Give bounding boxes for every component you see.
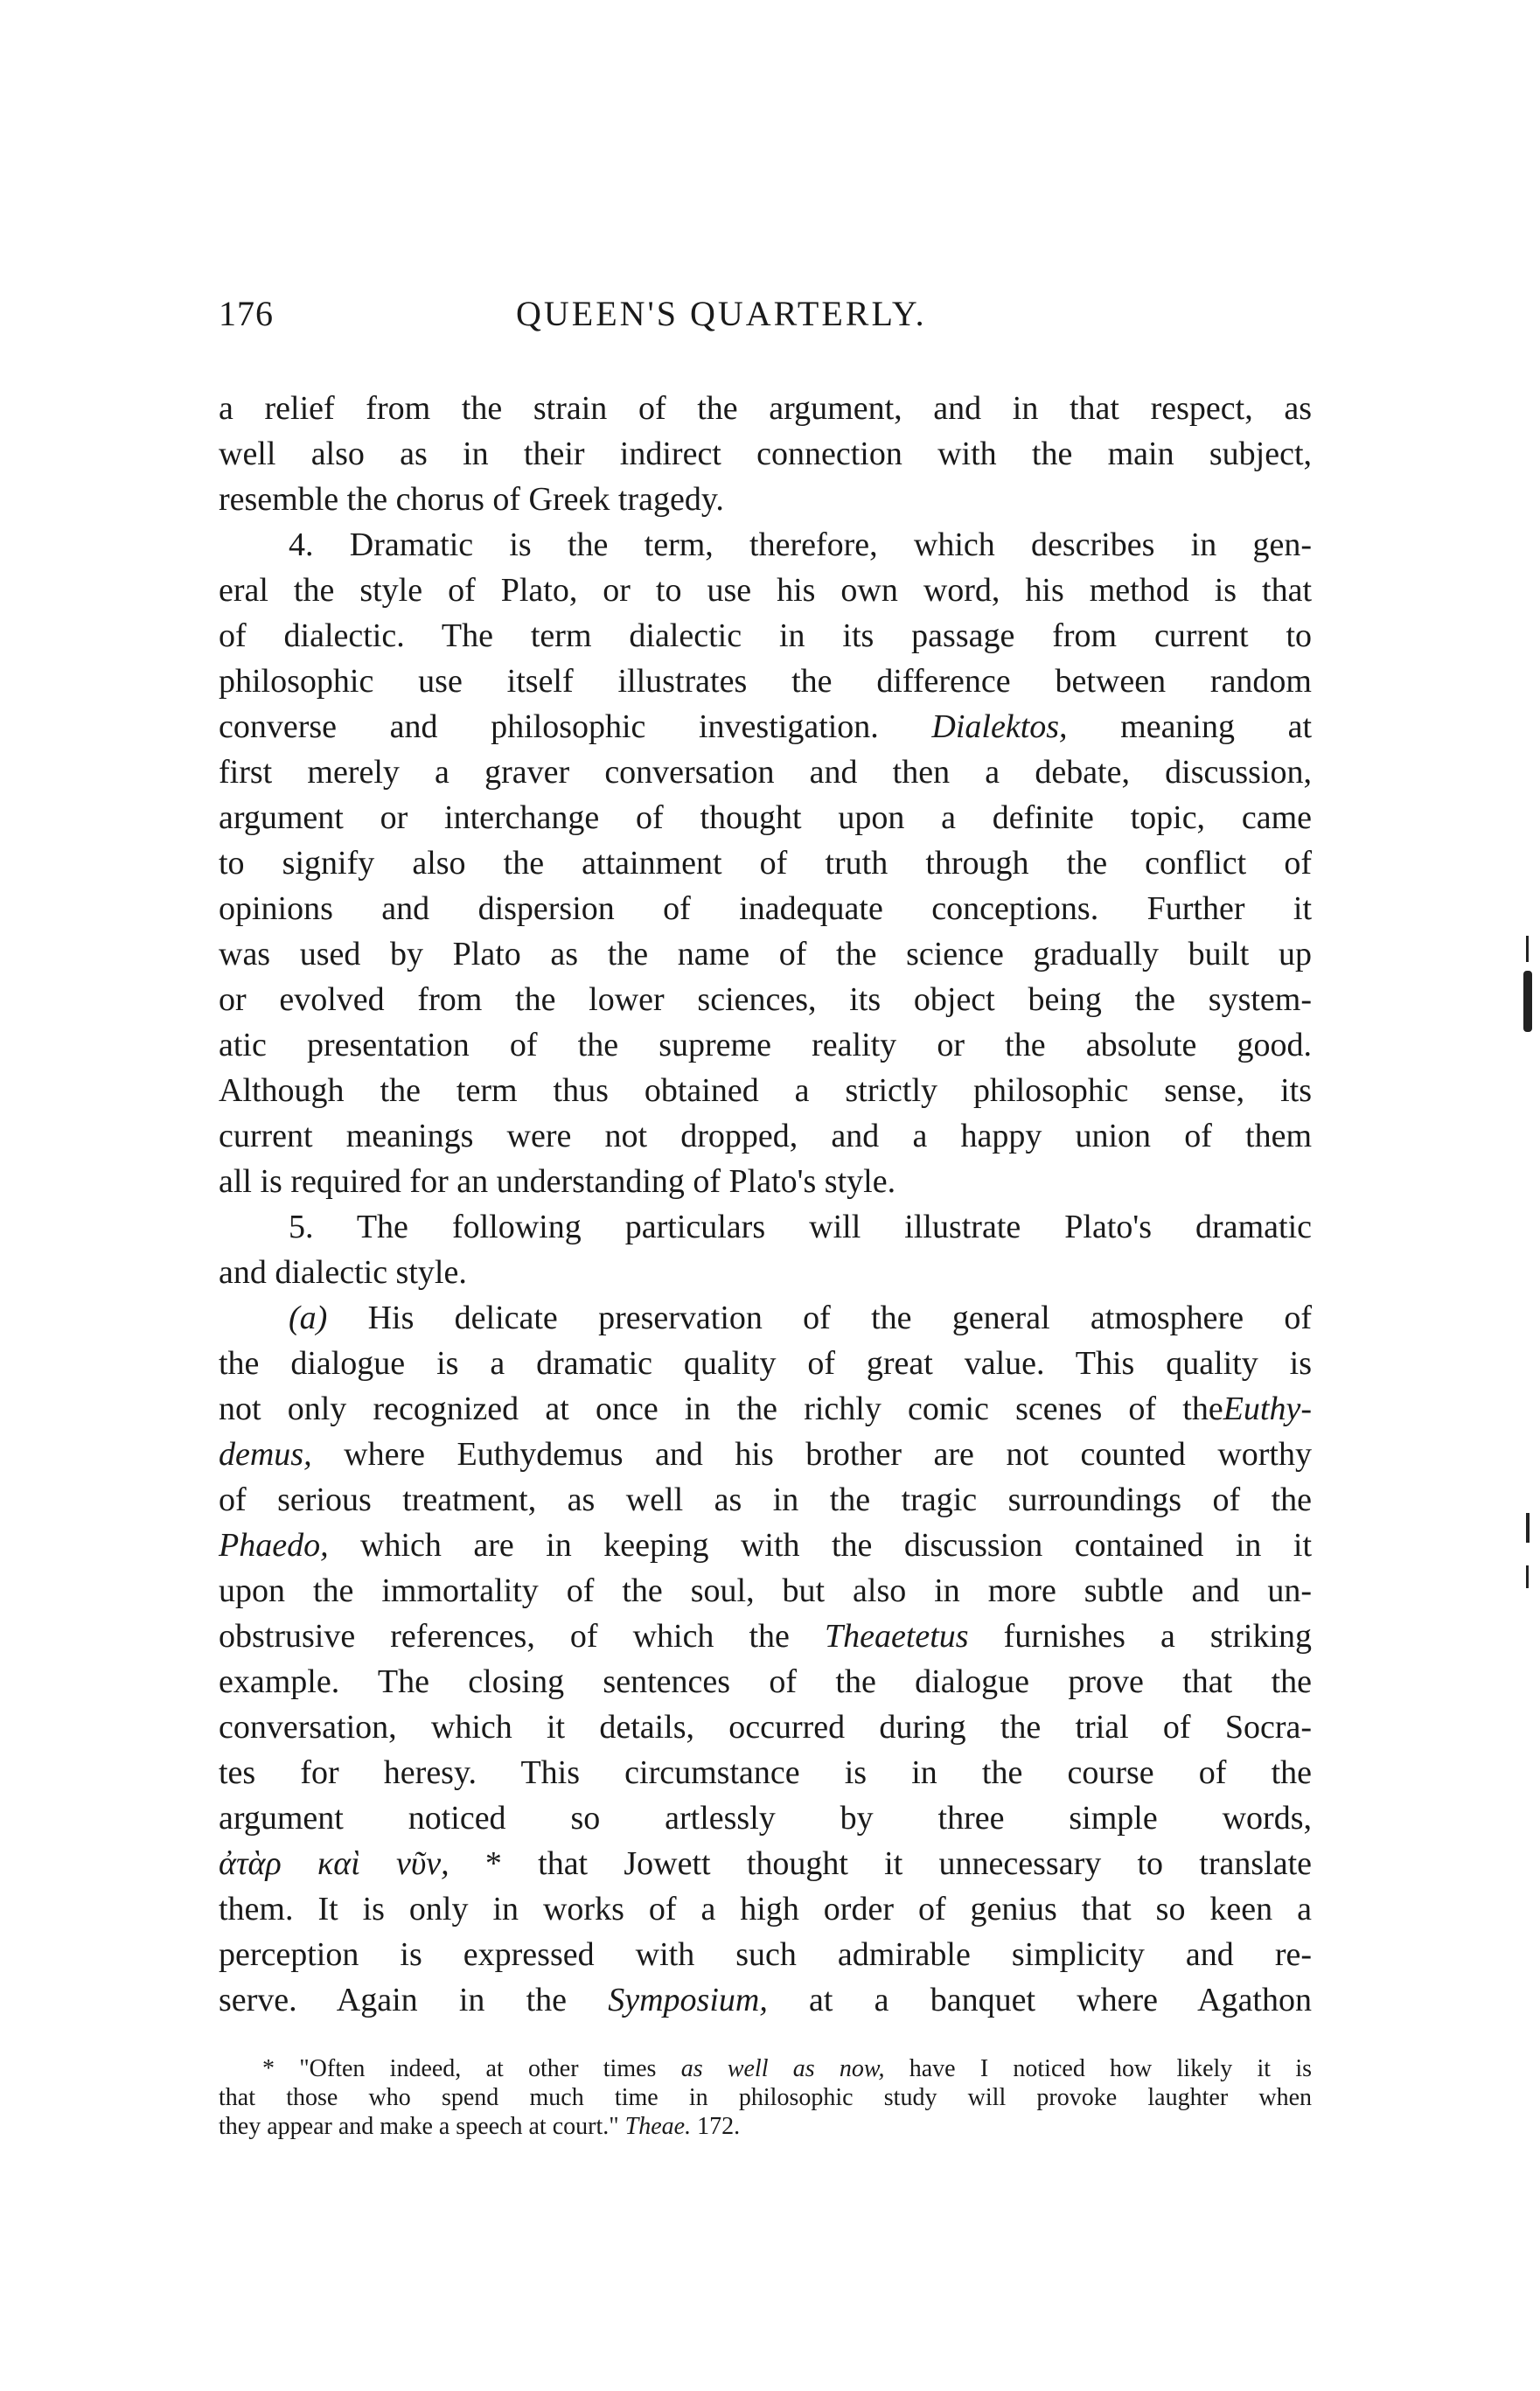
text-line: argument noticed so artlessly by three simple words, bbox=[219, 1800, 1312, 1837]
italic-title: Euthy- bbox=[1223, 1391, 1312, 1427]
text-line bbox=[219, 1386, 1312, 1432]
paragraph-a-start bbox=[219, 1295, 1312, 1341]
journal-title: QUEEN'S QUARTERLY. bbox=[516, 294, 927, 333]
text-line: well also as in their indirect connection with the main subject, bbox=[219, 436, 1312, 472]
text-line: Although the term thus obtained a strictly philosophic sense, its bbox=[219, 1072, 1312, 1109]
text-line: tes for heresy. This circumstance is in the course of the bbox=[219, 1754, 1312, 1791]
text-line: of dialectic. The term dialectic in its passage from current to bbox=[219, 617, 1312, 654]
footnote-line: that those who spend much time in philosophic study will provoke laughter when bbox=[219, 2084, 1312, 2111]
footnote bbox=[219, 2054, 1312, 2141]
text-segment: where Euthydemus and his brother are not counted worthy bbox=[344, 1436, 1312, 1473]
text-line bbox=[219, 704, 1312, 749]
text-line: eral the style of Plato, or to use his own word, his method is that bbox=[219, 572, 1312, 609]
text-segment: serve. Again in the bbox=[219, 1982, 568, 2018]
text-line bbox=[219, 1977, 1312, 2023]
scan-edge-mark bbox=[1523, 971, 1532, 1032]
text-line bbox=[219, 1614, 1312, 1659]
running-head bbox=[219, 293, 1312, 345]
text-line: all is required for an understanding of Plato's style. bbox=[219, 1163, 896, 1200]
text-line bbox=[219, 1523, 1312, 1568]
footnote-line bbox=[219, 2054, 1312, 2083]
scan-edge-mark bbox=[1526, 1513, 1530, 1543]
text-segment: which are in keeping with the discussion contained in it bbox=[360, 1527, 1312, 1564]
page bbox=[219, 293, 1312, 2141]
paragraph-5-start: 5. The following particulars will illustrate Plato's dramatic bbox=[289, 1209, 1312, 1245]
text-segment: not only recognized at once in the richly comic scenes of the bbox=[219, 1391, 1223, 1427]
footnote-line bbox=[219, 2112, 1312, 2141]
italic-title: Theaetetus bbox=[824, 1618, 969, 1655]
citation-abbrev: Theae. bbox=[624, 2113, 692, 2140]
body-text bbox=[219, 386, 1312, 2023]
text-line: a relief from the strain of the argument, and in that respect, as bbox=[219, 390, 1312, 427]
italic-title: demus, bbox=[219, 1436, 312, 1473]
text-line: upon the immortality of the soul, but also in more subtle and un- bbox=[219, 1572, 1312, 1609]
text-segment: His delicate preservation of the general atmosphere of bbox=[367, 1300, 1312, 1336]
text-line: example. The closing sentences of the dialogue prove that the bbox=[219, 1663, 1312, 1700]
text-line: current meanings were not dropped, and a happy union of them bbox=[219, 1118, 1312, 1154]
item-marker: (a) bbox=[289, 1300, 328, 1336]
text-segment: have I noticed how likely it is bbox=[909, 2055, 1313, 2082]
text-segment: furnishes a striking bbox=[1003, 1618, 1313, 1655]
scan-edge-mark bbox=[1526, 936, 1529, 962]
text-line bbox=[219, 1841, 1312, 1886]
greek-phrase: ἀτὰρ καὶ νῦν, bbox=[219, 1845, 449, 1882]
text-line: the dialogue is a dramatic quality of great value. This quality is bbox=[219, 1345, 1312, 1382]
text-segment: they appear and make a speech at court." bbox=[219, 2113, 619, 2140]
text-line: perception is expressed with such admirable simplicity and re- bbox=[219, 1936, 1312, 1973]
text-line bbox=[219, 1432, 1312, 1477]
text-line: argument or interchange of thought upon a definite topic, came bbox=[219, 799, 1312, 836]
text-line: opinions and dispersion of inadequate conceptions. Further it bbox=[219, 890, 1312, 927]
text-line: philosophic use itself illustrates the difference between random bbox=[219, 663, 1312, 700]
text-line: to signify also the attainment of truth through the conflict of bbox=[219, 845, 1312, 882]
text-line: and dialectic style. bbox=[219, 1254, 467, 1291]
text-segment: * "Often indeed, at other times bbox=[262, 2055, 657, 2082]
text-line: of serious treatment, as well as in the tragic surroundings of the bbox=[219, 1481, 1312, 1518]
italic-term: Dialektos, bbox=[931, 708, 1068, 745]
italic-phrase: as well as now, bbox=[680, 2055, 885, 2082]
scan-edge-mark bbox=[1526, 1565, 1529, 1588]
text-segment: at a banquet where Agathon bbox=[809, 1982, 1312, 2018]
text-line: or evolved from the lower sciences, its object being the system- bbox=[219, 981, 1312, 1018]
text-line: them. It is only in works of a high order of genius that so keen a bbox=[219, 1891, 1312, 1927]
italic-title: Phaedo, bbox=[219, 1527, 329, 1564]
italic-title: Symposium, bbox=[608, 1982, 768, 2018]
page-number: 176 bbox=[219, 294, 274, 333]
text-segment: converse and philosophic investigation. bbox=[219, 708, 879, 745]
text-line: was used by Plato as the name of the science gradually built up bbox=[219, 936, 1312, 972]
text-line: atic presentation of the supreme reality or the absolute good. bbox=[219, 1027, 1312, 1063]
text-segment: * that Jowett thought it unnecessary to translate bbox=[484, 1845, 1312, 1882]
text-segment: meaning at bbox=[1120, 708, 1313, 745]
text-segment: obstrusive references, of which the bbox=[219, 1618, 790, 1655]
text-line: conversation, which it details, occurred during the trial of Socra- bbox=[219, 1709, 1312, 1746]
paragraph-4-start: 4. Dramatic is the term, therefore, which describes in gen- bbox=[289, 526, 1312, 563]
text-line: first merely a graver conversation and then a debate, discussion, bbox=[219, 754, 1312, 791]
text-segment: 172. bbox=[697, 2113, 741, 2140]
text-line: resemble the chorus of Greek tragedy. bbox=[219, 481, 724, 518]
